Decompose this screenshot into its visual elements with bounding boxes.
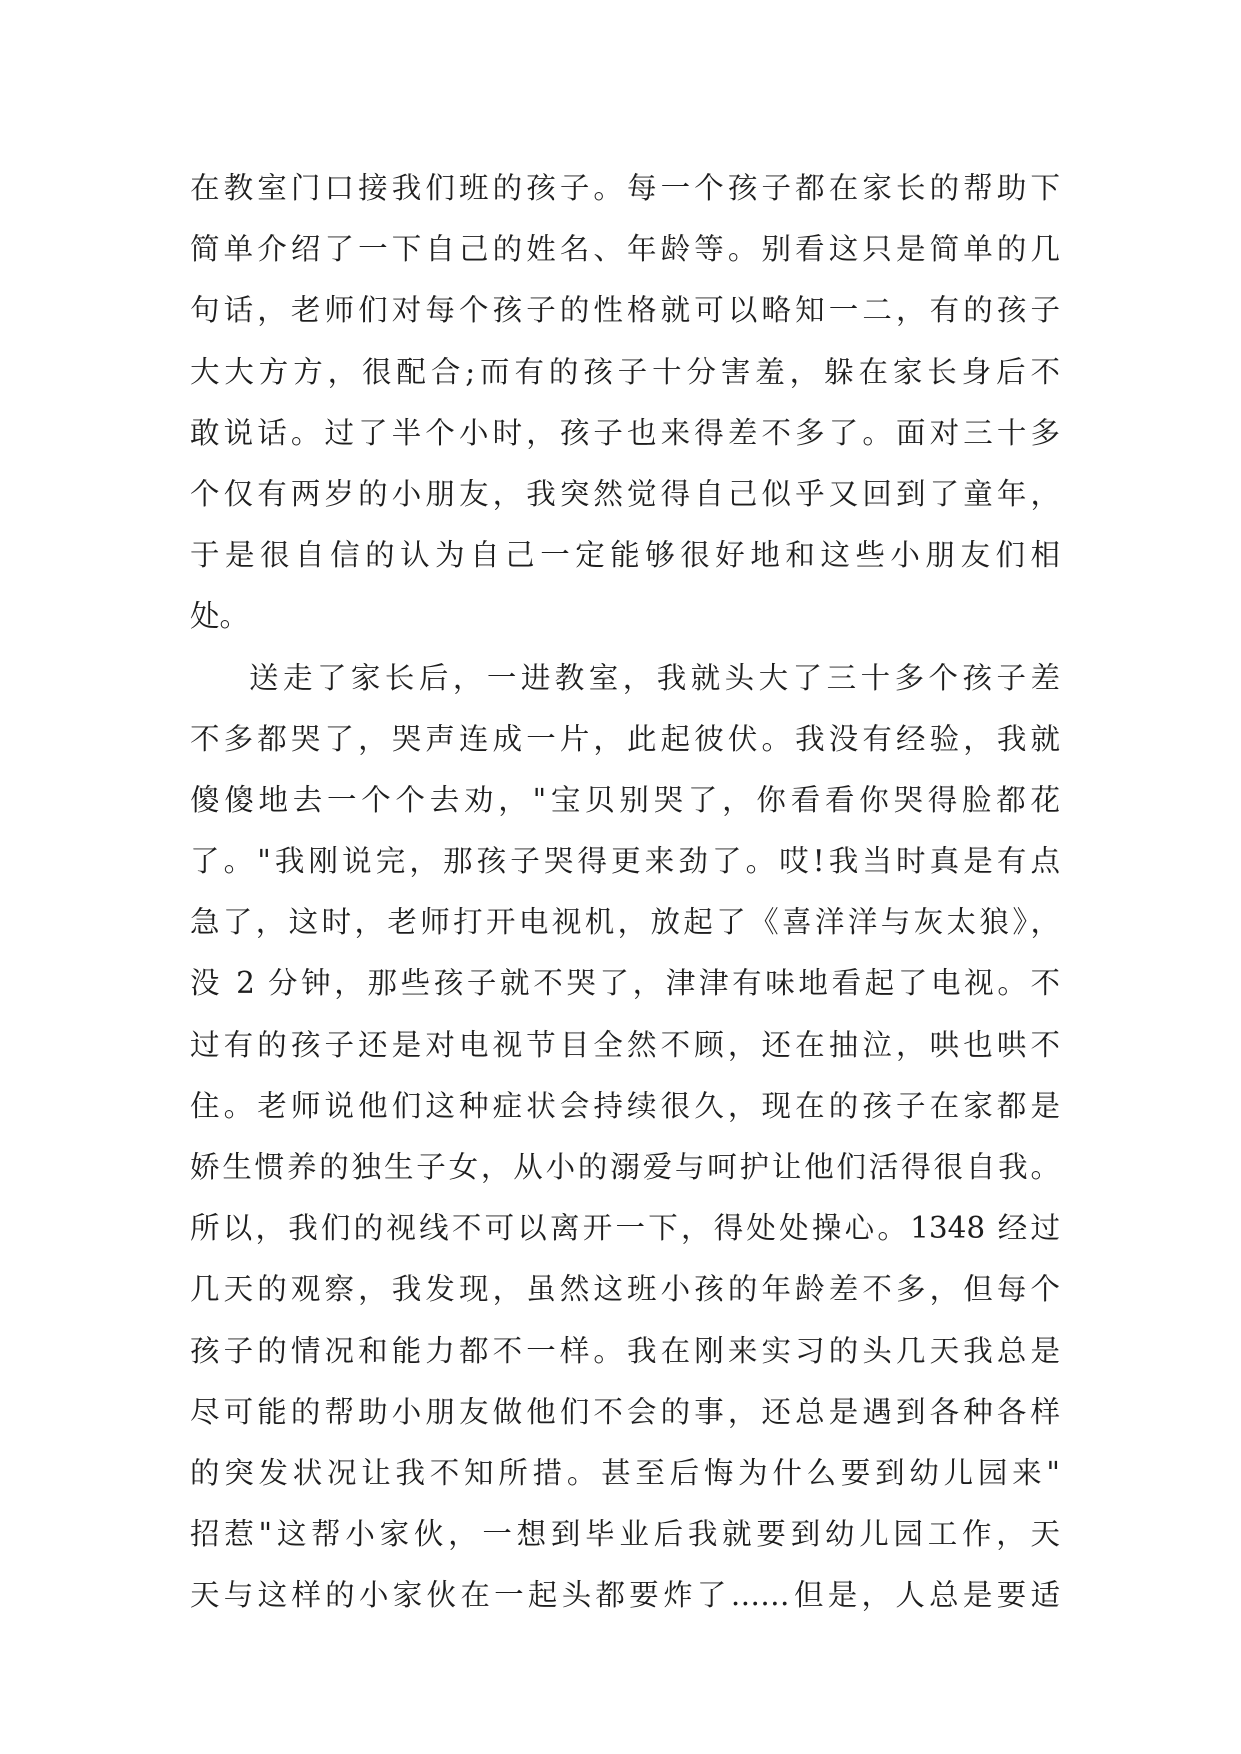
- text-line: 没 2 分钟，那些孩子就不哭了，津津有味地看起了电视。不: [190, 966, 1060, 1001]
- text-line: 所以，我们的视线不可以离开一下，得处处操心。1348 经过: [190, 1211, 1060, 1246]
- text-line: 处。: [190, 599, 250, 634]
- text-line: 孩子的情况和能力都不一样。我在刚来实习的头几天我总是: [190, 1333, 1060, 1368]
- text-line: 于是很自信的认为自己一定能够很好地和这些小朋友们相: [190, 538, 1060, 573]
- text-line: 不多都哭了，哭声连成一片，此起彼伏。我没有经验，我就: [190, 721, 1060, 756]
- text-line: 的突发状况让我不知所措。甚至后悔为什么要到幼儿园来": [190, 1455, 1060, 1490]
- text-line: 个仅有两岁的小朋友，我突然觉得自己似乎又回到了童年，: [190, 476, 1060, 511]
- paragraph-1: [190, 158, 1060, 648]
- text-line: 敢说话。过了半个小时，孩子也来得差不多了。面对三十多: [190, 415, 1060, 450]
- text-line: 几天的观察，我发现，虽然这班小孩的年龄差不多，但每个: [190, 1272, 1060, 1307]
- paragraph-2: [190, 648, 1060, 1627]
- text-line: 傻傻地去一个个去劝，"宝贝别哭了，你看看你哭得脸都花: [190, 782, 1060, 817]
- text-line: 在教室门口接我们班的孩子。每一个孩子都在家长的帮助下: [190, 171, 1060, 205]
- text-line: 招惹"这帮小家伙，一想到毕业后我就要到幼儿园工作，天: [190, 1517, 1060, 1552]
- text-line: 句话，老师们对每个孩子的性格就可以略知一二，有的孩子: [190, 293, 1060, 328]
- text-line: 住。老师说他们这种症状会持续很久，现在的孩子在家都是: [190, 1088, 1060, 1123]
- text-line: 简单介绍了一下自己的姓名、年龄等。别看这只是简单的几: [190, 232, 1060, 267]
- text-line: 天与这样的小家伙在一起头都要炸了……但是，人总是要适: [190, 1578, 1060, 1613]
- text-line: 了。"我刚说完，那孩子哭得更来劲了。哎!我当时真是有点: [190, 844, 1060, 879]
- text-line: 过有的孩子还是对电视节目全然不顾，还在抽泣，哄也哄不: [190, 1027, 1060, 1062]
- text-line: 大大方方，很配合;而有的孩子十分害羞，躲在家长身后不: [190, 354, 1060, 389]
- text-line: 尽可能的帮助小朋友做他们不会的事，还总是遇到各种各样: [190, 1394, 1060, 1429]
- text-line: 送走了家长后，一进教室，我就头大了三十多个孩子差: [249, 660, 1060, 695]
- text-line: 娇生惯养的独生子女，从小的溺爱与呵护让他们活得很自我。: [190, 1150, 1060, 1184]
- body-text: [190, 158, 1060, 1627]
- text-line: 急了，这时，老师打开电视机，放起了《喜洋洋与灰太狼》，: [190, 905, 1060, 940]
